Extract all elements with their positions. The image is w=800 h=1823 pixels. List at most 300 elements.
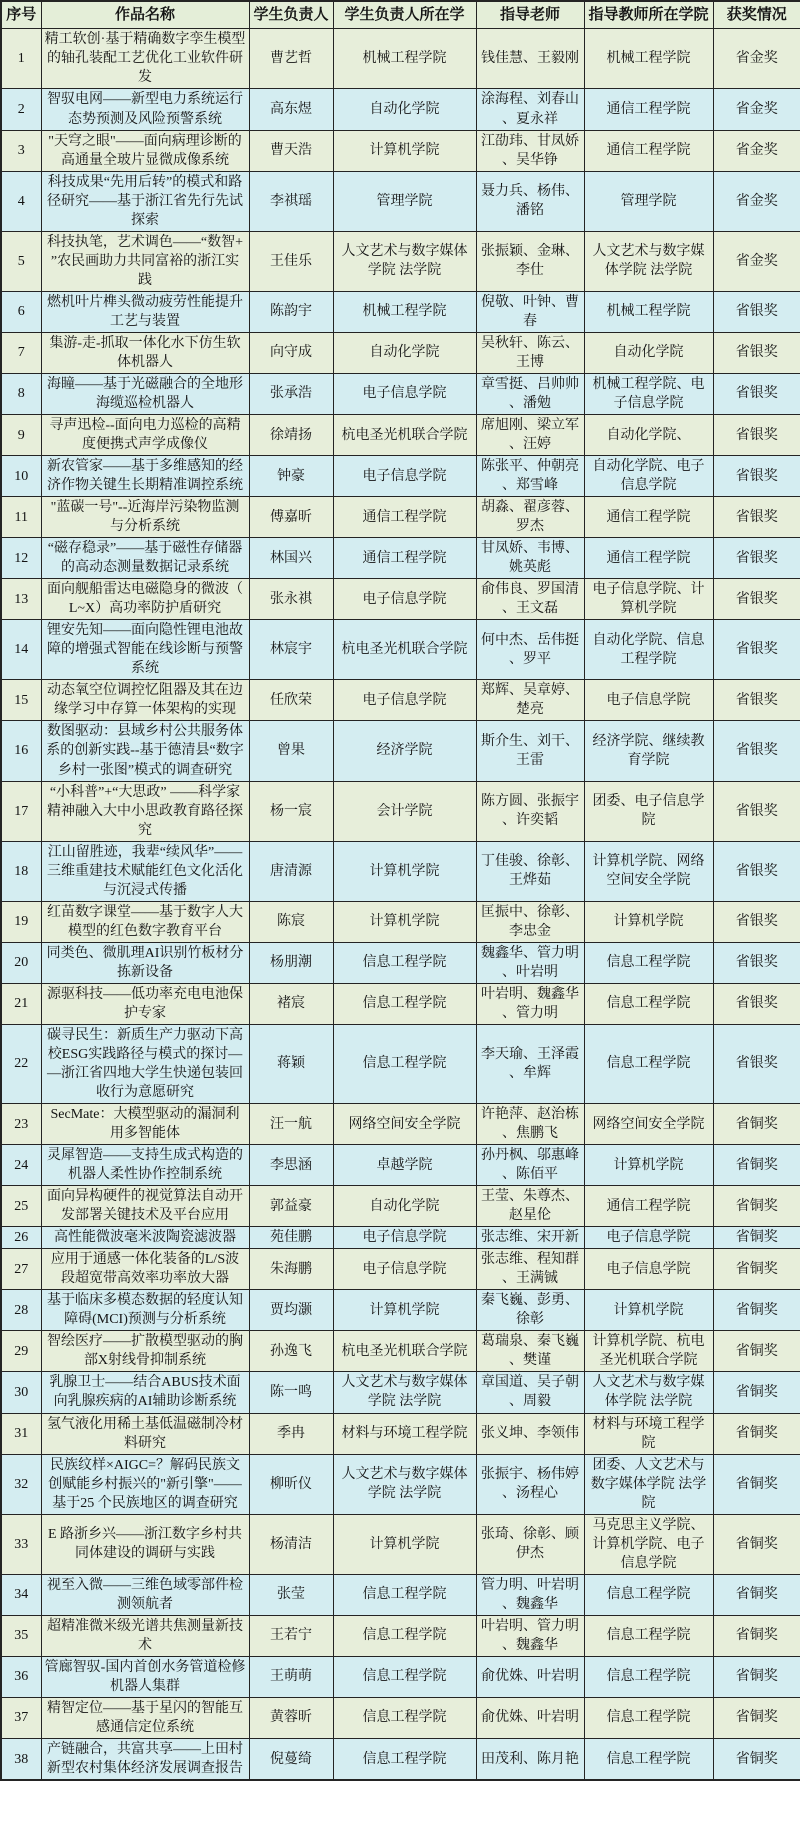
cell-award: 省铜奖 bbox=[713, 1331, 800, 1372]
cell-title: “小科普”+“大思政” ——科学家精神融入大中小思政教育路径探究 bbox=[41, 781, 249, 841]
cell-award: 省铜奖 bbox=[713, 1145, 800, 1186]
cell-student-college: 杭电圣光机联合学院 bbox=[333, 414, 476, 455]
cell-advisors: 葛瑞泉、秦飞巍、樊谨 bbox=[476, 1331, 584, 1372]
cell-student-college: 管理学院 bbox=[333, 171, 476, 231]
cell-student: 倪蔓绮 bbox=[249, 1739, 333, 1781]
cell-student-college: 信息工程学院 bbox=[333, 1656, 476, 1697]
cell-advisors: 管力明、叶岩明、魏鑫华 bbox=[476, 1574, 584, 1615]
cell-student: 张承浩 bbox=[249, 373, 333, 414]
cell-no: 4 bbox=[1, 171, 41, 231]
cell-student: 陈韵宇 bbox=[249, 291, 333, 332]
table-row bbox=[1, 721, 800, 781]
cell-advisors: 斯介生、刘干、王雷 bbox=[476, 721, 584, 781]
cell-title: 灵犀智造——支持生成式构造的机器人柔性协作控制系统 bbox=[41, 1145, 249, 1186]
table-row bbox=[1, 1024, 800, 1103]
cell-advisors: 匡振中、徐彰、李忠金 bbox=[476, 901, 584, 942]
table-body bbox=[1, 29, 800, 1780]
cell-no: 21 bbox=[1, 983, 41, 1024]
cell-advisors: 张琦、徐彰、顾伊杰 bbox=[476, 1514, 584, 1574]
col-header-student-college: 学生负责人所在学 bbox=[333, 1, 476, 29]
cell-student: 褚宸 bbox=[249, 983, 333, 1024]
table-row bbox=[1, 497, 800, 538]
cell-award: 省铜奖 bbox=[713, 1290, 800, 1331]
cell-student-college: 通信工程学院 bbox=[333, 497, 476, 538]
cell-student-college: 信息工程学院 bbox=[333, 1615, 476, 1656]
cell-title: 同类色、微肌理AI识别竹板材分拣新设备 bbox=[41, 942, 249, 983]
cell-award: 省铜奖 bbox=[713, 1514, 800, 1574]
cell-student: 徐靖扬 bbox=[249, 414, 333, 455]
cell-no: 38 bbox=[1, 1739, 41, 1781]
cell-student: 杨清洁 bbox=[249, 1514, 333, 1574]
cell-title: 源驱科技——低功率充电电池保护专家 bbox=[41, 983, 249, 1024]
col-header-no: 序号 bbox=[1, 1, 41, 29]
cell-award: 省铜奖 bbox=[713, 1413, 800, 1454]
cell-student-college: 经济学院 bbox=[333, 721, 476, 781]
table-row bbox=[1, 983, 800, 1024]
cell-student: 钟豪 bbox=[249, 456, 333, 497]
cell-title: 碳寻民生：新质生产力驱动下高校ESG实践路径与模式的探讨——浙江省四地大学生快递包装回收行为意愿研究 bbox=[41, 1024, 249, 1103]
cell-no: 6 bbox=[1, 291, 41, 332]
cell-advisor-college: 电子信息学院、计算机学院 bbox=[584, 579, 713, 620]
table-row bbox=[1, 620, 800, 680]
cell-advisors: 王莹、朱尊杰、赵星伦 bbox=[476, 1186, 584, 1227]
cell-student-college: 杭电圣光机联合学院 bbox=[333, 1331, 476, 1372]
table-row bbox=[1, 1413, 800, 1454]
cell-no: 15 bbox=[1, 680, 41, 721]
table-row bbox=[1, 1656, 800, 1697]
cell-title: 产链融合，共富共享——上田村新型农村集体经济发展调查报告 bbox=[41, 1739, 249, 1781]
table-row bbox=[1, 1227, 800, 1249]
cell-advisor-college: 信息工程学院 bbox=[584, 942, 713, 983]
cell-advisors: 张振颖、金琳、李仕 bbox=[476, 231, 584, 291]
cell-student: 杨朋潮 bbox=[249, 942, 333, 983]
cell-student-college: 电子信息学院 bbox=[333, 579, 476, 620]
cell-award: 省铜奖 bbox=[713, 1615, 800, 1656]
cell-advisor-college: 通信工程学院 bbox=[584, 497, 713, 538]
cell-student-college: 信息工程学院 bbox=[333, 1697, 476, 1738]
cell-advisors: 郑辉、吴章婷、楚亮 bbox=[476, 680, 584, 721]
table-row bbox=[1, 1249, 800, 1290]
cell-student-college: 卓越学院 bbox=[333, 1145, 476, 1186]
cell-student-college: 电子信息学院 bbox=[333, 680, 476, 721]
cell-advisors: 张志维、宋开新 bbox=[476, 1227, 584, 1249]
cell-award: 省铜奖 bbox=[713, 1739, 800, 1781]
cell-award: 省金奖 bbox=[713, 29, 800, 89]
cell-award: 省银奖 bbox=[713, 497, 800, 538]
cell-title: 新农管家——基于多维感知的经济作物关键生长期精准调控系统 bbox=[41, 456, 249, 497]
cell-award: 省铜奖 bbox=[713, 1454, 800, 1514]
cell-award: 省铜奖 bbox=[713, 1227, 800, 1249]
cell-student: 苑佳鹏 bbox=[249, 1227, 333, 1249]
cell-student: 杨一宸 bbox=[249, 781, 333, 841]
cell-award: 省银奖 bbox=[713, 781, 800, 841]
cell-student-college: 自动化学院 bbox=[333, 1186, 476, 1227]
cell-award: 省银奖 bbox=[713, 620, 800, 680]
cell-advisor-college: 经济学院、继续教育学院 bbox=[584, 721, 713, 781]
cell-student: 黄蓉昕 bbox=[249, 1697, 333, 1738]
cell-advisors: 叶岩明、魏鑫华、管力明 bbox=[476, 983, 584, 1024]
cell-award: 省铜奖 bbox=[713, 1104, 800, 1145]
table-row bbox=[1, 781, 800, 841]
cell-award: 省铜奖 bbox=[713, 1249, 800, 1290]
cell-student-college: 电子信息学院 bbox=[333, 373, 476, 414]
cell-student: 唐清源 bbox=[249, 841, 333, 901]
cell-student-college: 人文艺术与数字媒体学院 法学院 bbox=[333, 1454, 476, 1514]
cell-student: 张永祺 bbox=[249, 579, 333, 620]
cell-title: 江山留胜迹，我辈“续风华”——三维重建技术赋能红色文化活化与沉浸式传播 bbox=[41, 841, 249, 901]
cell-student-college: 自动化学院 bbox=[333, 89, 476, 130]
cell-no: 3 bbox=[1, 130, 41, 171]
cell-student: 郭益豪 bbox=[249, 1186, 333, 1227]
cell-advisor-college: 信息工程学院 bbox=[584, 1739, 713, 1781]
cell-title: 超精准微米级光谱共焦测量新技术 bbox=[41, 1615, 249, 1656]
cell-advisor-college: 自动化学院、电子信息学院 bbox=[584, 456, 713, 497]
cell-advisor-college: 电子信息学院 bbox=[584, 1227, 713, 1249]
cell-no: 12 bbox=[1, 538, 41, 579]
cell-no: 13 bbox=[1, 579, 41, 620]
cell-title: 燃机叶片榫头微动疲劳性能提升工艺与装置 bbox=[41, 291, 249, 332]
cell-title: “磁存稳录”——基于磁性存储器的高动态测量数据记录系统 bbox=[41, 538, 249, 579]
cell-student: 柳昕仪 bbox=[249, 1454, 333, 1514]
header-row bbox=[1, 1, 800, 29]
cell-student-college: 自动化学院 bbox=[333, 332, 476, 373]
cell-student-college: 电子信息学院 bbox=[333, 1227, 476, 1249]
cell-title: 数图驱动：县域乡村公共服务体系的创新实践--基于德清县“数字乡村一张图”模式的调查研究 bbox=[41, 721, 249, 781]
table-row bbox=[1, 1697, 800, 1738]
cell-title: 基于临床多模态数据的轻度认知障碍(MCI)预测与分析系统 bbox=[41, 1290, 249, 1331]
cell-advisor-college: 信息工程学院 bbox=[584, 1024, 713, 1103]
cell-advisor-college: 信息工程学院 bbox=[584, 1656, 713, 1697]
cell-student: 季冉 bbox=[249, 1413, 333, 1454]
cell-student: 王佳乐 bbox=[249, 231, 333, 291]
cell-advisor-college: 机械工程学院、电子信息学院 bbox=[584, 373, 713, 414]
cell-no: 26 bbox=[1, 1227, 41, 1249]
cell-student-college: 计算机学院 bbox=[333, 901, 476, 942]
cell-advisors: 俞优姝、叶岩明 bbox=[476, 1656, 584, 1697]
cell-no: 37 bbox=[1, 1697, 41, 1738]
cell-advisors: 聂力兵、杨伟、潘铭 bbox=[476, 171, 584, 231]
cell-student: 曾果 bbox=[249, 721, 333, 781]
cell-student: 傅嘉昕 bbox=[249, 497, 333, 538]
cell-student-college: 计算机学院 bbox=[333, 841, 476, 901]
table-row bbox=[1, 332, 800, 373]
cell-title: "天穹之眼"——面向病理诊断的高通量全玻片显微成像系统 bbox=[41, 130, 249, 171]
cell-no: 7 bbox=[1, 332, 41, 373]
cell-student-college: 信息工程学院 bbox=[333, 1739, 476, 1781]
cell-student-college: 电子信息学院 bbox=[333, 456, 476, 497]
cell-title: 寻声迅检--面向电力巡检的高精度便携式声学成像仪 bbox=[41, 414, 249, 455]
cell-student-college: 会计学院 bbox=[333, 781, 476, 841]
cell-title: 海瞳——基于光磁融合的全地形海缆巡检机器人 bbox=[41, 373, 249, 414]
col-header-title: 作品名称 bbox=[41, 1, 249, 29]
cell-student: 陈宸 bbox=[249, 901, 333, 942]
table-row bbox=[1, 171, 800, 231]
cell-student-college: 信息工程学院 bbox=[333, 942, 476, 983]
cell-student: 陈一鸣 bbox=[249, 1372, 333, 1413]
cell-no: 16 bbox=[1, 721, 41, 781]
cell-advisor-college: 材料与环境工程学院 bbox=[584, 1413, 713, 1454]
cell-no: 27 bbox=[1, 1249, 41, 1290]
cell-advisors: 江劭玮、甘凤娇、吴华铮 bbox=[476, 130, 584, 171]
cell-advisor-college: 人文艺术与数字媒体学院 法学院 bbox=[584, 1372, 713, 1413]
cell-title: 高性能微波毫米波陶瓷滤波器 bbox=[41, 1227, 249, 1249]
cell-advisors: 俞伟良、罗国清、王文磊 bbox=[476, 579, 584, 620]
cell-title: 民族纹样×AIGC=？解码民族文创赋能乡村振兴的"新引擎"——基于25 个民族地区的调查研究 bbox=[41, 1454, 249, 1514]
cell-student-college: 信息工程学院 bbox=[333, 983, 476, 1024]
cell-advisors: 陈张平、仲朝亮、郑雪峰 bbox=[476, 456, 584, 497]
cell-no: 24 bbox=[1, 1145, 41, 1186]
cell-advisor-college: 自动化学院 bbox=[584, 332, 713, 373]
cell-advisors: 章国道、吴子朝、周毅 bbox=[476, 1372, 584, 1413]
table-row bbox=[1, 373, 800, 414]
cell-advisors: 李天瑜、王泽霞、牟辉 bbox=[476, 1024, 584, 1103]
cell-advisor-college: 通信工程学院 bbox=[584, 538, 713, 579]
cell-advisors: 丁佳骏、徐彰、王烨茹 bbox=[476, 841, 584, 901]
cell-no: 1 bbox=[1, 29, 41, 89]
cell-no: 11 bbox=[1, 497, 41, 538]
cell-no: 25 bbox=[1, 1186, 41, 1227]
cell-no: 28 bbox=[1, 1290, 41, 1331]
cell-advisor-college: 计算机学院、网络空间安全学院 bbox=[584, 841, 713, 901]
col-header-advisor-college: 指导教师所在学院 bbox=[584, 1, 713, 29]
cell-advisor-college: 通信工程学院 bbox=[584, 130, 713, 171]
cell-award: 省铜奖 bbox=[713, 1186, 800, 1227]
cell-no: 29 bbox=[1, 1331, 41, 1372]
cell-advisor-college: 电子信息学院 bbox=[584, 680, 713, 721]
cell-no: 2 bbox=[1, 89, 41, 130]
cell-advisor-college: 信息工程学院 bbox=[584, 1615, 713, 1656]
cell-advisors: 张义坤、李领伟 bbox=[476, 1413, 584, 1454]
cell-student: 林宸宇 bbox=[249, 620, 333, 680]
table-row bbox=[1, 901, 800, 942]
cell-student-college: 通信工程学院 bbox=[333, 538, 476, 579]
cell-title: 锂安先知——面向隐性锂电池故障的增强式智能在线诊断与预警系统 bbox=[41, 620, 249, 680]
table-row bbox=[1, 1574, 800, 1615]
table-row bbox=[1, 1104, 800, 1145]
cell-advisor-college: 管理学院 bbox=[584, 171, 713, 231]
cell-title: 氢气液化用稀土基低温磁制冷材料研究 bbox=[41, 1413, 249, 1454]
cell-advisor-college: 机械工程学院 bbox=[584, 29, 713, 89]
cell-advisors: 张志维、程知群、王满铖 bbox=[476, 1249, 584, 1290]
cell-no: 22 bbox=[1, 1024, 41, 1103]
cell-advisors: 钱佳慧、王毅刚 bbox=[476, 29, 584, 89]
cell-title: 动态氧空位调控忆阻器及其在边缘学习中存算一体架构的实现 bbox=[41, 680, 249, 721]
table-row bbox=[1, 1514, 800, 1574]
cell-no: 19 bbox=[1, 901, 41, 942]
cell-title: 视至入微——三维色域零部件检测领航者 bbox=[41, 1574, 249, 1615]
cell-award: 省铜奖 bbox=[713, 1656, 800, 1697]
table-row bbox=[1, 579, 800, 620]
cell-student: 孙逸飞 bbox=[249, 1331, 333, 1372]
cell-advisor-college: 计算机学院 bbox=[584, 1290, 713, 1331]
cell-student-college: 信息工程学院 bbox=[333, 1024, 476, 1103]
cell-student-college: 材料与环境工程学院 bbox=[333, 1413, 476, 1454]
cell-no: 33 bbox=[1, 1514, 41, 1574]
cell-student-college: 网络空间安全学院 bbox=[333, 1104, 476, 1145]
cell-title: 应用于通感一体化装备的L/S波段超宽带高效率功率放大器 bbox=[41, 1249, 249, 1290]
cell-award: 省银奖 bbox=[713, 680, 800, 721]
cell-student: 李思涵 bbox=[249, 1145, 333, 1186]
table-row bbox=[1, 231, 800, 291]
cell-advisors: 张振宇、杨伟婷、汤程心 bbox=[476, 1454, 584, 1514]
cell-no: 30 bbox=[1, 1372, 41, 1413]
cell-award: 省金奖 bbox=[713, 89, 800, 130]
cell-advisor-college: 通信工程学院 bbox=[584, 89, 713, 130]
cell-student: 汪一航 bbox=[249, 1104, 333, 1145]
cell-title: 科技执笔，艺术调色——“数智+”农民画助力共同富裕的浙江实践 bbox=[41, 231, 249, 291]
table-row bbox=[1, 538, 800, 579]
cell-award: 省银奖 bbox=[713, 942, 800, 983]
cell-student: 向守成 bbox=[249, 332, 333, 373]
cell-student-college: 计算机学院 bbox=[333, 130, 476, 171]
table-row bbox=[1, 291, 800, 332]
cell-student-college: 人文艺术与数字媒体学院 法学院 bbox=[333, 231, 476, 291]
cell-title: 集游-走-抓取一体化水下仿生软体机器人 bbox=[41, 332, 249, 373]
cell-award: 省银奖 bbox=[713, 579, 800, 620]
cell-advisors: 何中杰、岳伟挺、罗平 bbox=[476, 620, 584, 680]
cell-advisor-college: 计算机学院 bbox=[584, 1145, 713, 1186]
cell-title: 面向舰船雷达电磁隐身的微波（L~X）高功率防护盾研究 bbox=[41, 579, 249, 620]
cell-no: 17 bbox=[1, 781, 41, 841]
cell-advisor-college: 信息工程学院 bbox=[584, 1574, 713, 1615]
cell-title: 精智定位——基于星闪的智能互感通信定位系统 bbox=[41, 1697, 249, 1738]
cell-no: 8 bbox=[1, 373, 41, 414]
cell-advisors: 叶岩明、管力明、魏鑫华 bbox=[476, 1615, 584, 1656]
cell-student-college: 信息工程学院 bbox=[333, 1574, 476, 1615]
cell-title: "蓝碳一号"--近海岸污染物监测与分析系统 bbox=[41, 497, 249, 538]
cell-student: 高东煜 bbox=[249, 89, 333, 130]
table-row bbox=[1, 1331, 800, 1372]
cell-student: 朱海鹏 bbox=[249, 1249, 333, 1290]
cell-advisor-college: 电子信息学院 bbox=[584, 1249, 713, 1290]
cell-no: 10 bbox=[1, 456, 41, 497]
cell-award: 省银奖 bbox=[713, 332, 800, 373]
cell-advisor-college: 自动化学院、信息工程学院 bbox=[584, 620, 713, 680]
cell-no: 31 bbox=[1, 1413, 41, 1454]
cell-no: 5 bbox=[1, 231, 41, 291]
cell-title: 智绘医疗——扩散模型驱动的胸部X射线骨抑制系统 bbox=[41, 1331, 249, 1372]
cell-title: 管廊智驭-国内首创水务管道检修机器人集群 bbox=[41, 1656, 249, 1697]
cell-advisor-college: 马克思主义学院、计算机学院、电子信息学院 bbox=[584, 1514, 713, 1574]
cell-award: 省银奖 bbox=[713, 414, 800, 455]
table-row bbox=[1, 1454, 800, 1514]
cell-title: 乳腺卫士——结合ABUS技术面向乳腺疾病的AI辅助诊断系统 bbox=[41, 1372, 249, 1413]
cell-advisors: 孙丹枫、邬惠峰、陈佰平 bbox=[476, 1145, 584, 1186]
cell-student-college: 机械工程学院 bbox=[333, 29, 476, 89]
col-header-award: 获奖情况 bbox=[713, 1, 800, 29]
cell-award: 省金奖 bbox=[713, 171, 800, 231]
cell-advisors: 甘凤娇、韦博、姚英彪 bbox=[476, 538, 584, 579]
cell-advisors: 胡淼、翟彦蓉、罗杰 bbox=[476, 497, 584, 538]
cell-no: 34 bbox=[1, 1574, 41, 1615]
cell-advisor-college: 网络空间安全学院 bbox=[584, 1104, 713, 1145]
cell-student: 王若宁 bbox=[249, 1615, 333, 1656]
cell-student-college: 杭电圣光机联合学院 bbox=[333, 620, 476, 680]
cell-advisor-college: 计算机学院、杭电圣光机联合学院 bbox=[584, 1331, 713, 1372]
cell-advisor-college: 信息工程学院 bbox=[584, 1697, 713, 1738]
table-row bbox=[1, 130, 800, 171]
cell-student-college: 计算机学院 bbox=[333, 1514, 476, 1574]
table-row bbox=[1, 1739, 800, 1781]
cell-advisors: 倪敬、叶钟、曹春 bbox=[476, 291, 584, 332]
cell-no: 14 bbox=[1, 620, 41, 680]
cell-advisor-college: 自动化学院、 bbox=[584, 414, 713, 455]
table-row bbox=[1, 414, 800, 455]
cell-advisor-college: 团委、电子信息学院 bbox=[584, 781, 713, 841]
cell-no: 36 bbox=[1, 1656, 41, 1697]
cell-advisor-college: 计算机学院 bbox=[584, 901, 713, 942]
cell-title: 红苗数字课堂——基于数字人大模型的红色数字教育平台 bbox=[41, 901, 249, 942]
cell-student: 张莹 bbox=[249, 1574, 333, 1615]
cell-student-college: 机械工程学院 bbox=[333, 291, 476, 332]
cell-student: 李祺瑶 bbox=[249, 171, 333, 231]
table-row bbox=[1, 1186, 800, 1227]
cell-award: 省铜奖 bbox=[713, 1372, 800, 1413]
table-row bbox=[1, 1145, 800, 1186]
cell-award: 省金奖 bbox=[713, 231, 800, 291]
cell-advisors: 席旭刚、梁立军、汪婷 bbox=[476, 414, 584, 455]
table-row bbox=[1, 29, 800, 89]
cell-advisor-college: 通信工程学院 bbox=[584, 1186, 713, 1227]
cell-award: 省银奖 bbox=[713, 983, 800, 1024]
cell-award: 省铜奖 bbox=[713, 1697, 800, 1738]
cell-advisors: 田茂利、陈月艳 bbox=[476, 1739, 584, 1781]
table-row bbox=[1, 1372, 800, 1413]
cell-award: 省银奖 bbox=[713, 841, 800, 901]
table-row bbox=[1, 680, 800, 721]
cell-student: 曹艺哲 bbox=[249, 29, 333, 89]
col-header-advisors: 指导老师 bbox=[476, 1, 584, 29]
cell-student: 贾均灏 bbox=[249, 1290, 333, 1331]
cell-student: 曹天浩 bbox=[249, 130, 333, 171]
cell-advisor-college: 团委、人文艺术与数字媒体学院 法学院 bbox=[584, 1454, 713, 1514]
cell-student: 任欣荣 bbox=[249, 680, 333, 721]
table-row bbox=[1, 1290, 800, 1331]
cell-student-college: 计算机学院 bbox=[333, 1290, 476, 1331]
col-header-student: 学生负责人 bbox=[249, 1, 333, 29]
cell-advisors: 许艳萍、赵治栋、焦鹏飞 bbox=[476, 1104, 584, 1145]
cell-advisors: 秦飞巍、彭勇、徐彰 bbox=[476, 1290, 584, 1331]
cell-advisor-college: 人文艺术与数字媒体学院 法学院 bbox=[584, 231, 713, 291]
cell-title: E 路浙乡兴——浙江数字乡村共同体建设的调研与实践 bbox=[41, 1514, 249, 1574]
table-row bbox=[1, 942, 800, 983]
cell-student: 林国兴 bbox=[249, 538, 333, 579]
cell-student-college: 电子信息学院 bbox=[333, 1249, 476, 1290]
cell-advisors: 魏鑫华、管力明、叶岩明 bbox=[476, 942, 584, 983]
cell-advisor-college: 机械工程学院 bbox=[584, 291, 713, 332]
cell-award: 省铜奖 bbox=[713, 1574, 800, 1615]
table-row bbox=[1, 841, 800, 901]
cell-title: 精工软创·基于精确数字孪生模型的轴孔装配工艺优化工业软件研发 bbox=[41, 29, 249, 89]
cell-student-college: 人文艺术与数字媒体学院 法学院 bbox=[333, 1372, 476, 1413]
cell-no: 35 bbox=[1, 1615, 41, 1656]
cell-award: 省银奖 bbox=[713, 901, 800, 942]
cell-advisors: 章雪挺、吕帅帅、潘勉 bbox=[476, 373, 584, 414]
cell-no: 32 bbox=[1, 1454, 41, 1514]
cell-no: 20 bbox=[1, 942, 41, 983]
cell-award: 省银奖 bbox=[713, 373, 800, 414]
table-row bbox=[1, 89, 800, 130]
cell-title: 面向异构硬件的视觉算法自动开发部署关键技术及平台应用 bbox=[41, 1186, 249, 1227]
cell-award: 省银奖 bbox=[713, 291, 800, 332]
cell-award: 省金奖 bbox=[713, 130, 800, 171]
cell-title: 智驭电网——新型电力系统运行态势预测及风险预警系统 bbox=[41, 89, 249, 130]
cell-advisor-college: 信息工程学院 bbox=[584, 983, 713, 1024]
cell-no: 23 bbox=[1, 1104, 41, 1145]
cell-advisors: 陈方圆、张振宇、许奕韬 bbox=[476, 781, 584, 841]
cell-title: 科技成果“先用后转”的模式和路径研究——基于浙江省先行先试探索 bbox=[41, 171, 249, 231]
table-row bbox=[1, 456, 800, 497]
